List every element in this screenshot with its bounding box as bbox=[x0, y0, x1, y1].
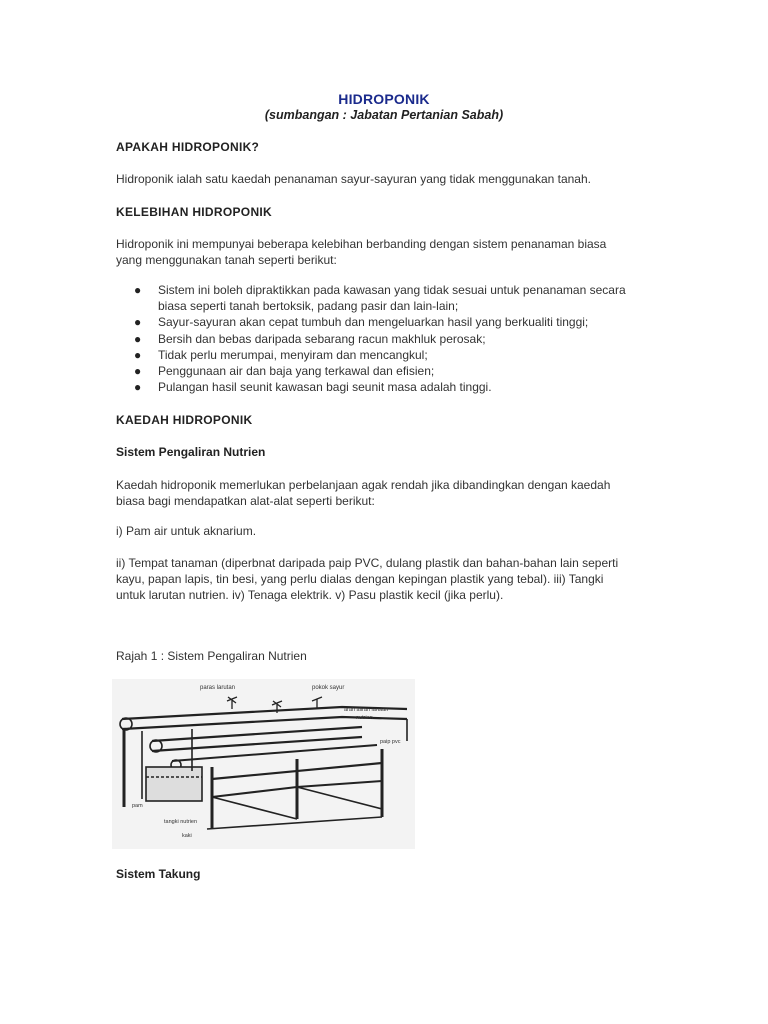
figure-caption: Rajah 1 : Sistem Pengaliran Nutrien bbox=[116, 649, 307, 663]
nft-system-drawing bbox=[112, 679, 415, 849]
bullet-icon: ● bbox=[134, 283, 142, 297]
nft-system-figure bbox=[112, 679, 415, 849]
heading-apakah: APAKAH HIDROPONIK? bbox=[116, 140, 260, 154]
paragraph-item2-line2: kayu, papan lapis, tin besi, yang perlu dialas dengan kepingan plastik yang tebal). iii) Tangki bbox=[116, 572, 604, 586]
bullet-icon: ● bbox=[134, 315, 142, 330]
bullet-icon: ● bbox=[134, 364, 142, 379]
heading-kelebihan: KELEBIHAN HIDROPONIK bbox=[116, 205, 273, 219]
heading-kaedah: KAEDAH HIDROPONIK bbox=[116, 413, 253, 427]
list-item-line: Penggunaan air dan baja yang terkawal dan efisien; bbox=[158, 364, 435, 379]
paragraph-kelebihan-line2: yang menggunakan tanah seperti berikut: bbox=[116, 253, 337, 267]
heading-takung: Sistem Takung bbox=[116, 867, 201, 881]
list-item bbox=[116, 363, 676, 379]
bullet-icon: ● bbox=[134, 347, 142, 362]
figure-label: nutrien bbox=[356, 715, 373, 721]
list-item-line: Sayur-sayuran akan cepat tumbuh dan mengeluarkan hasil yang berkualiti tinggi; bbox=[158, 315, 589, 330]
list-item-line: Sistem ini boleh dipraktikkan pada kawasan yang tidak sesuai untuk penanaman secara bbox=[158, 283, 626, 297]
document-subtitle: (sumbangan : Jabatan Pertanian Sabah) bbox=[264, 108, 504, 122]
figure-label: pam bbox=[132, 803, 143, 809]
paragraph-kelebihan-line1: Hidroponik ini mempunyai beberapa kelebihan berbanding dengan sistem penanaman biasa bbox=[116, 237, 607, 251]
figure-label: pokok sayur bbox=[312, 685, 345, 691]
figure-label: kaki bbox=[182, 833, 192, 839]
list-item-line: Pulangan hasil seunit kawasan bagi seunit masa adalah tinggi. bbox=[158, 380, 492, 395]
list-item-line: biasa seperti tanah bertoksik, padang pasir dan lain-lain; bbox=[158, 299, 459, 314]
paragraph-item2-line3: untuk larutan nutrien. iv) Tenaga elektrik. v) Pasu plastik kecil (jika perlu). bbox=[116, 588, 504, 602]
list-item bbox=[116, 331, 676, 347]
paragraph-apakah: Hidroponik ialah satu kaedah penanaman sayur-sayuran yang tidak menggunakan tanah. bbox=[116, 172, 591, 186]
list-item-line: Bersih dan bebas daripada sebarang racun makhluk perosak; bbox=[158, 331, 486, 346]
bullet-icon: ● bbox=[134, 380, 142, 395]
paragraph-item2-line1: ii) Tempat tanaman (diperbnat daripada paip PVC, dulang plastik dan bahan-bahan lain seperti bbox=[116, 556, 619, 570]
figure-label: paras larutan bbox=[200, 685, 236, 691]
list-item bbox=[116, 314, 676, 330]
subheading-pengaliran: Sistem Pengaliran Nutrien bbox=[116, 445, 266, 459]
list-item bbox=[116, 347, 676, 363]
figure-label: arah aliran larutan bbox=[344, 707, 389, 713]
list-item bbox=[116, 282, 676, 314]
figure-label: tangki nutrien bbox=[164, 819, 198, 825]
kelebihan-list bbox=[116, 282, 676, 395]
document-title: HIDROPONIK bbox=[338, 91, 430, 107]
list-item bbox=[116, 379, 676, 395]
list-item-line: Tidak perlu merumpai, menyiram dan mencangkul; bbox=[158, 347, 428, 362]
paragraph-kaedah-line1: Kaedah hidroponik memerlukan perbelanjaan agak rendah jika dibandingkan dengan kaedah bbox=[116, 478, 611, 492]
figure-label: paip pvc bbox=[380, 739, 401, 745]
paragraph-item1: i) Pam air untuk aknarium. bbox=[116, 524, 257, 538]
paragraph-kaedah-line2: biasa bagi mendapatkan alat-alat seperti berikut: bbox=[116, 494, 375, 508]
bullet-icon: ● bbox=[134, 331, 142, 346]
